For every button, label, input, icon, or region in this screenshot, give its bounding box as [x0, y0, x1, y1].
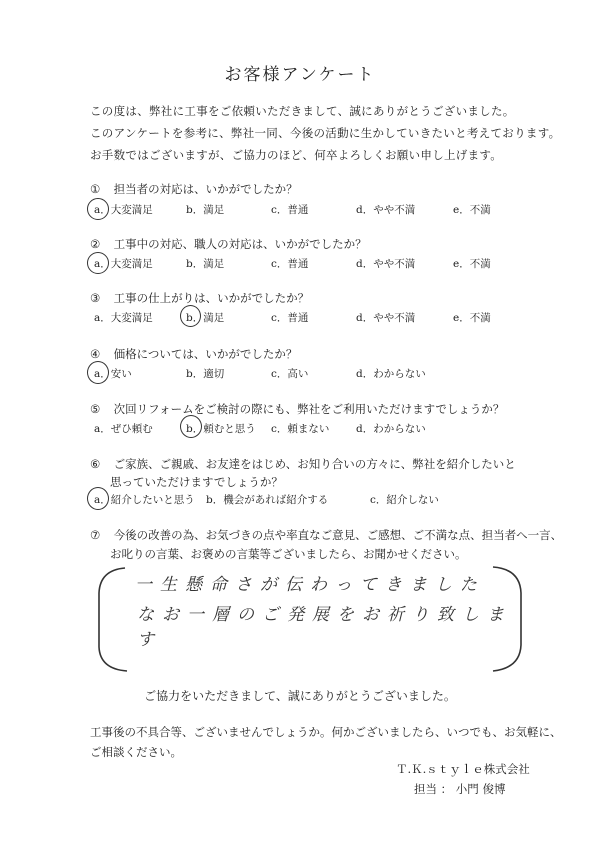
selected-circle-2	[87, 252, 109, 274]
option-4a[interactable]: a．安い	[94, 368, 132, 380]
option-1e[interactable]: e．不満	[453, 204, 491, 216]
option-3e[interactable]: e．不満	[453, 312, 491, 324]
question-number: ⑤	[90, 402, 101, 416]
question-text: 担当者の対応は、いかがでしたか？	[113, 182, 298, 196]
intro-line-2: このアンケートを参考に、弊社一同、今後の活動に生かしていきたいと考えております。	[90, 126, 561, 140]
option-3d[interactable]: d．やや不満	[356, 312, 416, 324]
option-2e[interactable]: e．不満	[453, 258, 491, 270]
selected-circle-5	[180, 415, 202, 438]
handwritten-comment-line-2: なお一層のご発展をお祈り致します	[137, 605, 512, 650]
question-number: ②	[90, 237, 101, 251]
question-text: 次回リフォームをご検討の際にも、弊社をご利用いただけますでしょうか？	[113, 402, 505, 416]
footer-note-line-2: ご相談ください。	[90, 745, 182, 759]
selected-circle-4	[87, 361, 109, 384]
option-1a[interactable]: a．大変満足	[94, 204, 153, 216]
option-3b[interactable]: b．満足	[186, 312, 225, 324]
question-5	[90, 401, 504, 417]
question-text: 工事の仕上がりは、いかがでしたか？	[113, 291, 310, 305]
option-1d[interactable]: d．やや不満	[356, 204, 416, 216]
staff-name: 担当 ： 小門 俊博	[414, 782, 506, 796]
question-number: ④	[90, 347, 101, 361]
option-1c[interactable]: c．普通	[271, 204, 309, 216]
question-number: ③	[90, 291, 101, 305]
question-number: ⑥	[90, 457, 101, 471]
option-5b[interactable]: b．頼むと思う	[186, 423, 256, 435]
company-name: Ｔ.Ｋ.ｓｔｙｌｅ株式会社	[396, 762, 530, 776]
question-4	[90, 346, 297, 362]
question-text: 今後の改善の為、お気づきの点や率直なご意見、ご感想、ご不満な点、担当者へ一言、	[113, 528, 563, 542]
selected-circle-3	[180, 305, 201, 327]
question-3	[90, 290, 309, 306]
option-3c[interactable]: c．普通	[271, 312, 309, 324]
question-text: ご家族、ご親戚、お友達をはじめ、お知り合いの方々に、弊社を紹介したいと	[113, 457, 516, 471]
intro-line-1: この度は、弊社に工事をご依頼いただきまして、誠にありがとうございました。	[90, 104, 515, 118]
option-4b[interactable]: b．適切	[186, 368, 225, 380]
option-2c[interactable]: c．普通	[271, 258, 309, 270]
option-5c[interactable]: c．頼まない	[271, 423, 330, 435]
intro-line-3: お手数ではございますが、ご協力のほど、何卒よろしくお願い申し上げます。	[90, 148, 503, 162]
question-text: 価格については、いかがでしたか？	[113, 347, 298, 361]
question-2	[90, 236, 367, 252]
option-5d[interactable]: d．わからない	[356, 423, 426, 435]
question-number: ①	[90, 182, 101, 196]
question-1	[90, 181, 298, 197]
comment-box	[97, 565, 523, 673]
option-1b[interactable]: b．満足	[186, 204, 225, 216]
question-7-line-2: お叱りの言葉、お褒めの言葉等ございましたら、お聞かせください。	[110, 547, 467, 561]
option-4d[interactable]: d．わからない	[356, 368, 426, 380]
option-2d[interactable]: d．やや不満	[356, 258, 416, 270]
handwritten-comment-line-1: 一生懸命さが伝わってきました	[135, 575, 485, 595]
question-6-line-2: 思っていただけますでしょうか？	[110, 475, 283, 489]
option-2a[interactable]: a．大変満足	[94, 258, 153, 270]
selected-circle-6	[87, 487, 109, 510]
footer-note-line-1: 工事後の不具合等、ございませんでしょうか。何かございましたら、いつでも、お気軽に、	[90, 725, 562, 739]
option-4c[interactable]: c．高い	[271, 368, 309, 380]
option-6b[interactable]: b．機会があれば紹介する	[206, 494, 329, 506]
question-number: ⑦	[90, 528, 101, 542]
selected-circle-1	[87, 198, 109, 220]
option-2b[interactable]: b．満足	[186, 258, 225, 270]
page-title: お客様アンケート	[224, 65, 376, 85]
option-5a[interactable]: a．ぜひ頼む	[94, 423, 153, 435]
thanks-message: ご協力をいただきまして、誠にありがとうございました。	[144, 689, 456, 703]
question-7	[90, 527, 562, 543]
option-3a[interactable]: a．大変満足	[94, 312, 153, 324]
option-6c[interactable]: c．紹介しない	[370, 494, 439, 506]
question-6	[90, 456, 516, 472]
question-text: 工事中の対応、職人の対応は、いかがでしたか？	[113, 237, 367, 251]
option-6a[interactable]: a．紹介したいと思う	[94, 494, 195, 506]
